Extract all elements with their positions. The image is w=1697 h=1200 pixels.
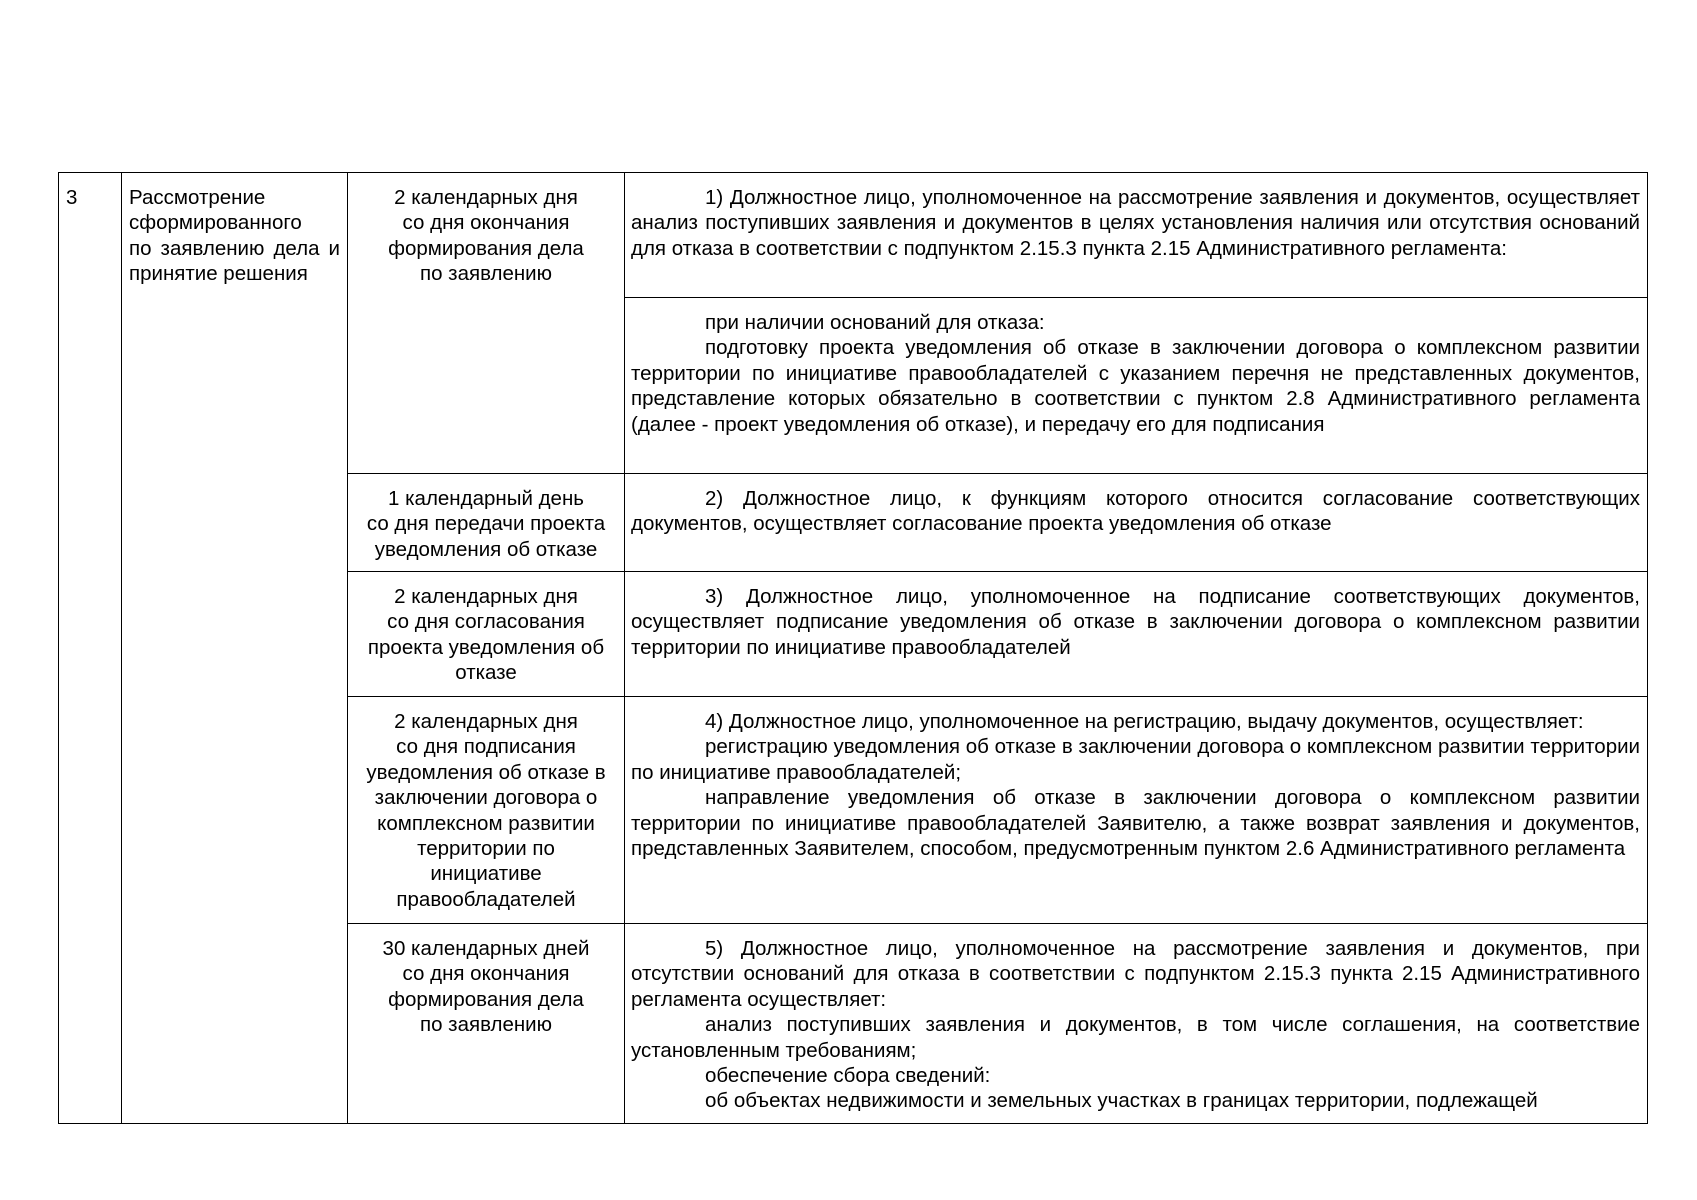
table-row [59, 173, 1648, 298]
stage-line: сформированного [129, 211, 302, 235]
term-cell [348, 474, 625, 572]
term-cell [348, 572, 625, 697]
term-line: со дня согласования [387, 610, 585, 634]
stage-cell [122, 173, 348, 1124]
term-line: со дня окончания [402, 211, 570, 235]
stage-line: по заявлению дела и принятие решения [129, 236, 340, 286]
action-paragraph: подготовку проекта уведомления об отказе в заключении договора о комплексном развитии территории по инициативе правообладателей с указанием перечня не представленных документов, представление которых обязательно в соответствии с пунктом 2.8 Административного регламента (далее - проект уведомления об отказе), и передачу его для подписания [631, 336, 1640, 436]
term-line: формирования дела [388, 236, 584, 260]
row-number-cell [59, 173, 122, 1124]
action-cell [625, 173, 1648, 298]
term-line: уведомления об отказе в [366, 760, 606, 784]
action-paragraph: об объектах недвижимости и земельных участках в границах территории, подлежащей [705, 1089, 1538, 1113]
action-paragraph: регистрацию уведомления об отказе в заключении договора о комплексном развитии территории по инициативе правообладателей; [631, 735, 1640, 784]
term-line: инициативе [430, 862, 542, 886]
term-line: отказе [455, 661, 517, 685]
action-cell [625, 572, 1648, 697]
action-cell [625, 697, 1648, 924]
term-line: со дня передачи проекта [366, 512, 606, 536]
row-number: 3 [66, 186, 78, 209]
term-line: 2 календарных дня [394, 585, 578, 608]
action-cell [625, 924, 1648, 1124]
action-cell [625, 474, 1648, 572]
term-cell [348, 173, 625, 474]
procedure-table [58, 172, 1648, 1124]
action-paragraph: 3) Должностное лицо, уполномоченное на подписание соответствующих документов, осуществляет подписание уведомления об отказе в заключении договора о комплексном развитии территории по инициативе правообладателей [631, 585, 1640, 659]
term-line: со дня подписания [396, 735, 576, 759]
action-paragraph: 4) Должностное лицо, уполномоченное на регистрацию, выдачу документов, осуществляет: [705, 710, 1584, 733]
action-paragraph: 1) Должностное лицо, уполномоченное на рассмотрение заявления и документов, осуществляет анализ поступивших заявления и документов в целях установления наличия или отсутствия оснований для отказа в соответствии с подпунктом 2.15.3 пункта 2.15 Административного регламента: [631, 186, 1640, 260]
action-cell [625, 298, 1648, 474]
term-line: со дня окончания [402, 962, 570, 986]
action-paragraph: при наличии оснований для отказа: [705, 311, 1045, 334]
term-line: 2 календарных дня [394, 710, 578, 733]
action-paragraph: анализ поступивших заявления и документов, в том числе соглашения, на соответствие установленным требованиям; [631, 1013, 1640, 1062]
stage-line: Рассмотрение [129, 186, 266, 209]
term-line: 2 календарных дня [394, 186, 578, 209]
term-line: правообладателей [396, 887, 576, 911]
term-line: по заявлению [419, 1013, 553, 1037]
term-line: проекта уведомления об [367, 635, 605, 659]
term-line: по заявлению [419, 262, 553, 286]
term-cell [348, 697, 625, 924]
action-paragraph: обеспечение сбора сведений: [705, 1064, 991, 1088]
term-line: уведомления об отказе [374, 537, 598, 561]
term-line: 30 календарных дней [382, 937, 590, 960]
term-cell [348, 924, 625, 1124]
action-paragraph: направление уведомления об отказе в заключении договора о комплексном развитии территории по инициативе правообладателей Заявителю, а также возврат заявления и документов, представленных Заявителем, способом, предусмотренным пунктом 2.6 Административного регламента [631, 786, 1640, 861]
term-line: формирования дела [388, 987, 584, 1011]
term-line: заключении договора о [374, 786, 598, 810]
term-line: комплексном развитии [377, 811, 595, 835]
action-paragraph: 2) Должностное лицо, к функциям которого относится согласование соответствующих документов, осуществляет согласование проекта уведомления об отказе [631, 487, 1640, 536]
term-line: территории по [417, 837, 555, 861]
term-line: 1 календарный день [388, 487, 584, 510]
action-paragraph: 5) Должностное лицо, уполномоченное на рассмотрение заявления и документов, при отсутствии оснований для отказа в соответствии с подпунктом 2.15.3 пункта 2.15 Административного регламента осуществляет: [631, 937, 1640, 1011]
